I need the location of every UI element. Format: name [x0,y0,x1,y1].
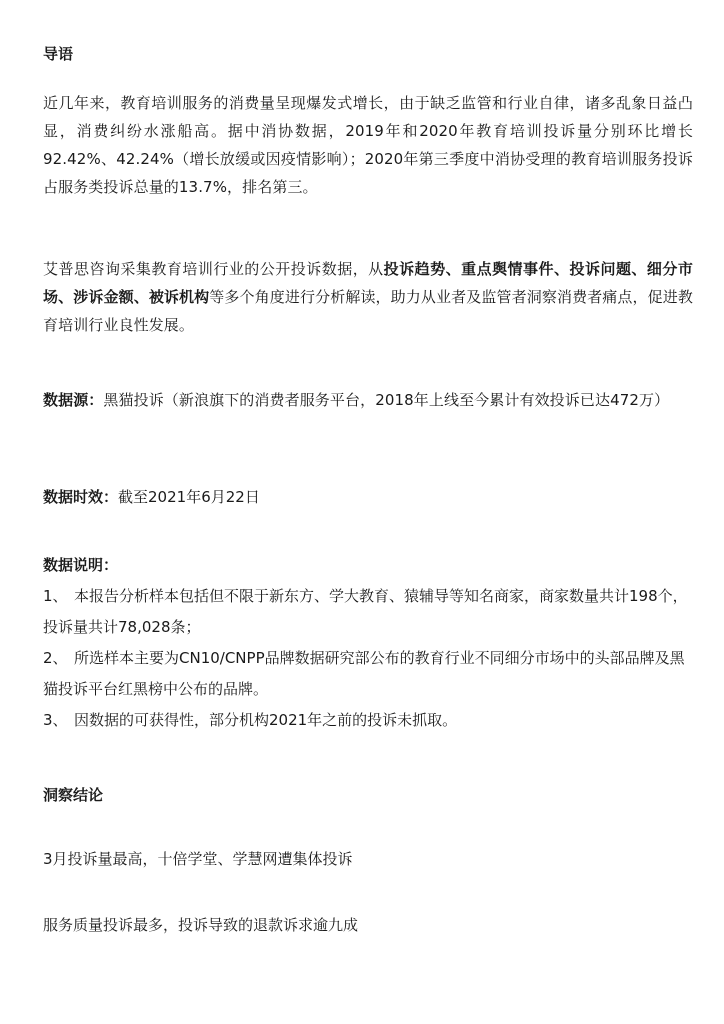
list-item-number: 1、 [43,587,68,605]
data-source [43,386,693,414]
data-source-text: 黑猫投诉（新浪旗下的消费者服务平台，2018年上线至今累计有效投诉已达472万） [103,391,670,409]
data-notes-label [43,550,693,581]
insights-heading: 洞察结论 [43,786,104,804]
list-item-number: 2、 [43,649,68,667]
data-timeliness-text: 截至2021年6月22日 [118,488,260,506]
method-bold: 投诉趋势、重点舆情事件、投诉问题、细分市场、涉诉金额、被诉机构 [43,260,693,306]
list-item [43,581,693,643]
insight-item: 3月投诉量最高，十倍学堂、学慧网遭集体投诉 [43,850,353,868]
list-item-number: 3、 [43,711,68,729]
insight-item: 服务质量投诉最多，投诉导致的退款诉求逾九成 [43,916,359,934]
list-item [43,705,693,736]
data-notes [43,550,693,736]
intro-paragraph: 近几年来，教育培训服务的消费量呈现爆发式增长，由于缺乏监管和行业自律，诸多乱象日益凸显，消费纠纷水涨船高。据中消协数据，2019年和2020年教育培训投诉量分别环比增长92.42%、42.24%（增长放缓或因疫情影响）；2020年第三季度中消协受理的教育培训服务投诉占服务类投诉总量的13.7%，排名第三。 [43,94,693,196]
method-suffix: 等多个角度进行分析解读，助力从业者及监管者洞察消费者痛点，促进教育培训行业良性发展。 [43,288,693,334]
list-item-text: 因数据的可获得性，部分机构2021年之前的投诉未抓取。 [74,711,458,729]
data-timeliness-label: 数据时效： [43,488,119,506]
list-item [43,643,693,705]
intro-heading: 导语 [43,45,74,63]
data-notes-label-text: 数据说明： [43,556,119,574]
data-source-label: 数据源： [43,391,104,409]
list-item-text: 本报告分析样本包括但不限于新东方、学大教育、猿辅导等知名商家，商家数量共计198个，投诉量共计78,028条； [43,587,688,636]
method-prefix: 艾普思咨询采集教育培训行业的公开投诉数据，从 [43,260,384,278]
data-timeliness [43,483,693,511]
list-item-text: 所选样本主要为CN10/CNPP品牌数据研究部公布的教育行业不同细分市场中的头部品牌及黑猫投诉平台红黑榜中公布的品牌。 [43,649,685,698]
method-paragraph [43,255,693,339]
